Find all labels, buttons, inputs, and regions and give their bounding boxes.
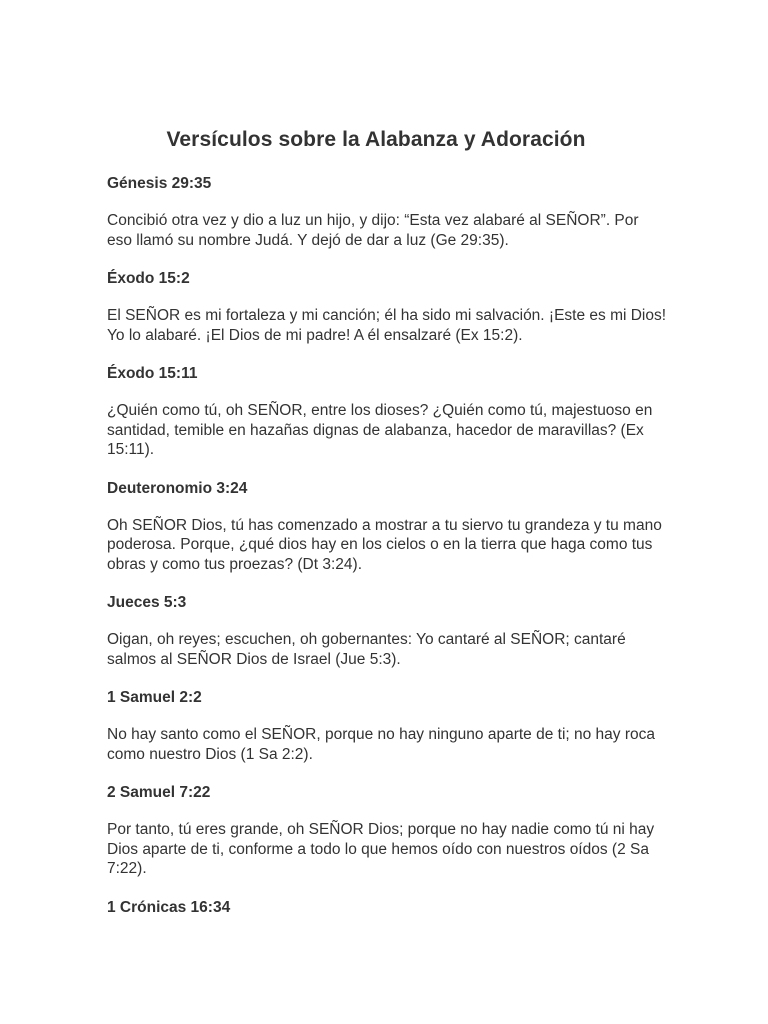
verse-text: No hay santo como el SEÑOR, porque no hay ninguno aparte de ti; no hay roca como nuestro Dios (1 Sa 2:2). [107,726,656,763]
verse-text: Oigan, oh reyes; escuchen, oh gobernantes: Yo cantaré al SEÑOR; cantaré salmos al SEÑOR Dios de Israel (Jue 5:3). [107,631,626,668]
document-title: Versículos sobre la Alabanza y Adoración [166,128,586,151]
verse-reference: Éxodo 15:2 [107,270,190,287]
verse-text: Oh SEÑOR Dios, tú has comenzado a mostrar a tu siervo tu grandeza y tu mano poderosa. Porque, ¿qué dios hay en los cielos o en la tierra que haga como tus obras y como tus proezas? (Dt 3:24). [107,516,662,573]
verse-reference: Jueces 5:3 [107,594,187,611]
verse-text: El SEÑOR es mi fortaleza y mi canción; él ha sido mi salvación. ¡Este es mi Dios! Yo lo alabaré. ¡El Dios de mi padre! A él ensalzaré (Ex 15:2). [107,307,667,344]
verse-text: Por tanto, tú eres grande, oh SEÑOR Dios; porque no hay nadie como tú ni hay Dios aparte de ti, conforme a todo lo que hemos oído con nuestros oídos (2 Sa 7:22). [107,821,655,877]
verse-reference: 2 Samuel 7:22 [107,784,211,801]
verse-reference: 1 Crónicas 16:34 [107,898,231,916]
verse-text: ¿Quién como tú, oh SEÑOR, entre los dioses? ¿Quién como tú, majestuoso en santidad, temible en hazañas dignas de alabanza, hacedor de maravillas? (Ex 15:11). [107,402,653,458]
verse-reference: Deuteronomio 3:24 [107,479,248,497]
verse-text: Concibió otra vez y dio a luz un hijo, y dijo: “Esta vez alabaré al SEÑOR”. Por eso llamó su nombre Judá. Y dejó de dar a luz (Ge 29:35). [107,212,639,249]
document-body [107,174,667,918]
verse-reference: 1 Samuel 2:2 [107,689,202,706]
verse-reference: Éxodo 15:11 [107,365,198,382]
verse-reference: Génesis 29:35 [107,175,212,192]
